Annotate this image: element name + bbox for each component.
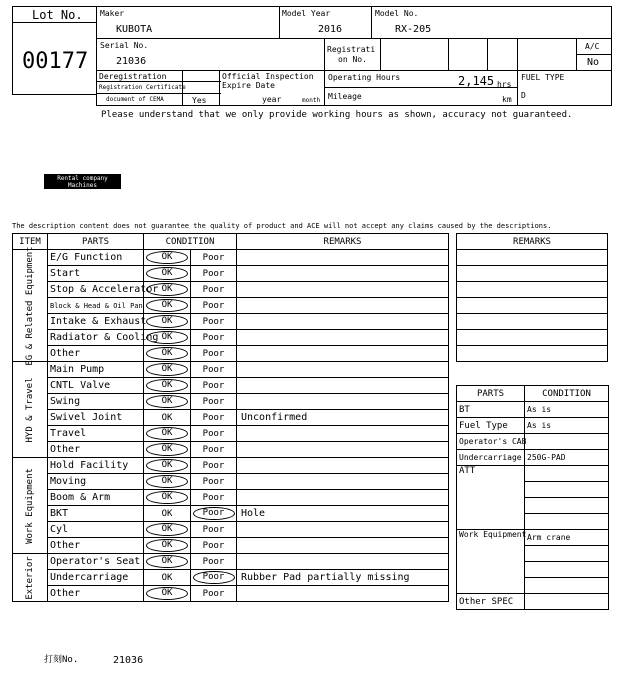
table-row	[13, 458, 449, 474]
serial-value: 21036	[116, 56, 147, 67]
spec-table	[456, 385, 609, 610]
ok-cell	[144, 554, 191, 570]
ok-label: OK	[146, 427, 188, 440]
ac-value: No	[587, 57, 600, 68]
part-name: Other	[48, 442, 144, 458]
item-group-0	[13, 245, 48, 366]
poor-cell	[191, 522, 237, 538]
part-name: Undercarriage	[48, 570, 144, 586]
part-name: Swing	[48, 394, 144, 410]
poor-label: Poor	[202, 540, 225, 551]
spec-row	[457, 434, 609, 450]
right-remarks-body	[457, 234, 608, 362]
spec-label: Operator's CAB	[457, 434, 525, 450]
table-row	[13, 378, 449, 394]
att-value	[525, 482, 609, 498]
table-row	[13, 538, 449, 554]
table-row	[13, 298, 449, 314]
poor-cell	[191, 346, 237, 362]
model-no-value: RX-205	[395, 24, 432, 35]
ok-label: OK	[146, 539, 188, 552]
part-name: Intake & Exhaust	[48, 314, 144, 330]
part-name: Swivel Joint	[48, 410, 144, 426]
remarks-cell	[457, 298, 608, 314]
remark-cell	[237, 282, 449, 298]
spec-row	[457, 450, 609, 466]
poor-cell	[191, 570, 237, 586]
remark-cell	[237, 362, 449, 378]
inspection-label-1: Official Inspection	[222, 72, 314, 81]
ok-label: OK	[146, 283, 188, 296]
remarks-cell	[457, 314, 608, 330]
part-name: Other	[48, 586, 144, 602]
remarks-row	[457, 266, 608, 282]
poor-cell	[191, 490, 237, 506]
remark-cell	[237, 298, 449, 314]
part-name: Other	[48, 346, 144, 362]
poor-label: Poor	[202, 268, 225, 279]
spec-parts-header: PARTS	[457, 386, 525, 402]
part-name: Main Pump	[48, 362, 144, 378]
ok-cell	[144, 586, 191, 602]
ok-cell	[144, 570, 191, 586]
remark-cell	[237, 346, 449, 362]
model-year-value: 2016	[318, 24, 343, 35]
ok-label: OK	[146, 331, 188, 344]
spec-label: Undercarriage	[457, 450, 525, 466]
remark-cell	[237, 250, 449, 266]
ok-label: OK	[146, 315, 188, 328]
registration-label-2: on No.	[338, 55, 367, 64]
month-label: month	[302, 97, 321, 104]
ac-label: A/C	[585, 42, 600, 51]
poor-cell	[191, 282, 237, 298]
remark-cell: Hole	[237, 506, 449, 522]
ok-cell	[144, 250, 191, 266]
remarks-header: REMARKS	[237, 234, 449, 250]
mileage-label: Mileage	[328, 92, 362, 101]
cema-label: document of CEMA	[106, 96, 164, 103]
ok-cell	[144, 314, 191, 330]
part-name: BKT	[48, 506, 144, 522]
condition-table	[12, 233, 449, 602]
fuel-type-label: FUEL TYPE	[521, 73, 565, 82]
lot-number: 00177	[22, 49, 89, 74]
poor-label: Poor	[202, 588, 225, 599]
table-row	[13, 266, 449, 282]
ok-cell	[144, 330, 191, 346]
remark-cell	[237, 554, 449, 570]
part-name: CNTL Valve	[48, 378, 144, 394]
ok-cell	[144, 474, 191, 490]
condition-table-body	[13, 234, 449, 602]
remarks-row	[457, 314, 608, 330]
table-row	[13, 330, 449, 346]
poor-cell	[191, 378, 237, 394]
remark-cell	[237, 474, 449, 490]
operating-hours-label: Operating Hours	[328, 73, 401, 82]
maker-label: Maker	[100, 9, 125, 18]
cema-value: Yes	[192, 96, 207, 105]
ok-cell	[144, 522, 191, 538]
part-name: Travel	[48, 426, 144, 442]
item-group-label: EG & Related Equipment	[25, 245, 35, 366]
right-remarks-table	[456, 233, 608, 362]
remarks-row	[457, 330, 608, 346]
poor-label: Poor	[202, 332, 225, 343]
spec-row	[457, 402, 609, 418]
remarks-row	[457, 298, 608, 314]
hrs-unit: hrs	[497, 80, 512, 89]
poor-label: Poor	[202, 412, 225, 423]
poor-label: Poor	[202, 380, 225, 391]
poor-label: Poor	[202, 524, 225, 535]
ok-label: OK	[146, 523, 188, 536]
spec-value: 250G-PAD	[525, 450, 609, 466]
spec-label: BT	[457, 402, 525, 418]
poor-cell	[191, 266, 237, 282]
remarks-cell	[457, 346, 608, 362]
poor-label: Poor	[193, 571, 235, 584]
serial-label: Serial No.	[100, 41, 149, 50]
table-row	[13, 410, 449, 426]
part-name: Moving	[48, 474, 144, 490]
ok-cell	[144, 362, 191, 378]
work-equipment-value: Arm crane	[525, 530, 609, 546]
disclaimer: The description content does not guarantee the quality of product and ACE will not accept any claims caused by the descriptions.	[12, 222, 552, 230]
table-row	[13, 474, 449, 490]
remark-cell	[237, 490, 449, 506]
ok-label: OK	[146, 475, 188, 488]
poor-label: Poor	[202, 316, 225, 327]
remark-cell: Unconfirmed	[237, 410, 449, 426]
att-label: ATT	[457, 466, 525, 530]
ok-label: OK	[161, 412, 173, 423]
part-name: E/G Function	[48, 250, 144, 266]
poor-cell	[191, 298, 237, 314]
stamp-label: 打刻No.	[44, 655, 79, 665]
ok-label: OK	[146, 555, 188, 568]
poor-label: Poor	[202, 556, 225, 567]
remark-cell	[237, 458, 449, 474]
table-row	[13, 554, 449, 570]
poor-label: Poor	[202, 284, 225, 295]
ok-cell	[144, 410, 191, 426]
poor-cell	[191, 410, 237, 426]
att-value	[525, 466, 609, 482]
lot-label: Lot No.	[32, 8, 83, 22]
poor-cell	[191, 538, 237, 554]
year-label: year	[262, 95, 282, 104]
remark-cell	[237, 586, 449, 602]
maker-value: KUBOTA	[116, 24, 153, 35]
remarks-row	[457, 346, 608, 362]
poor-label: Poor	[202, 444, 225, 455]
ok-label: OK	[146, 347, 188, 360]
right-remarks-header: REMARKS	[457, 234, 608, 250]
poor-cell	[191, 554, 237, 570]
remark-cell	[237, 394, 449, 410]
remark-cell	[237, 378, 449, 394]
ok-label: OK	[146, 379, 188, 392]
part-name: Block & Head & Oil Pan	[48, 298, 144, 314]
remarks-cell	[457, 250, 608, 266]
table-row	[13, 570, 449, 586]
spec-label: Fuel Type	[457, 418, 525, 434]
registration-label-1: Registrati	[327, 45, 376, 54]
poor-label: Poor	[202, 460, 225, 471]
ok-label: OK	[146, 395, 188, 408]
poor-cell	[191, 426, 237, 442]
poor-cell	[191, 474, 237, 490]
poor-label: Poor	[202, 396, 225, 407]
part-name: Start	[48, 266, 144, 282]
remark-cell	[237, 522, 449, 538]
poor-cell	[191, 458, 237, 474]
spec-value: As is	[525, 402, 609, 418]
parts-header: PARTS	[48, 234, 144, 250]
ok-cell	[144, 282, 191, 298]
ok-label: OK	[146, 587, 188, 600]
poor-cell	[191, 362, 237, 378]
ok-cell	[144, 378, 191, 394]
ok-cell	[144, 506, 191, 522]
part-name: Hold Facility	[48, 458, 144, 474]
stamp-value: 21036	[113, 655, 144, 666]
remark-cell: Rubber Pad partially missing	[237, 570, 449, 586]
item-group-label: Exterior	[25, 555, 35, 600]
item-group-1	[13, 362, 48, 458]
work-equipment-label: Work Equipment	[457, 530, 525, 594]
part-name: Radiator & Cooling	[48, 330, 144, 346]
work-equipment-extra	[525, 546, 609, 562]
badge-line-1: Rental company	[57, 175, 108, 182]
poor-cell	[191, 394, 237, 410]
poor-label: Poor	[202, 252, 225, 263]
att-value	[525, 514, 609, 530]
remarks-cell	[457, 266, 608, 282]
working-hours-notice: Please understand that we only provide working hours as shown, accuracy not guaranteed.	[101, 110, 573, 120]
poor-cell	[191, 442, 237, 458]
spec-row	[457, 418, 609, 434]
ok-label: OK	[146, 267, 188, 280]
remarks-cell	[457, 330, 608, 346]
ok-label: OK	[146, 491, 188, 504]
part-name: Stop & Accelerator	[48, 282, 144, 298]
remarks-cell	[457, 282, 608, 298]
registration-cert-label: Registration Certificate	[99, 84, 186, 91]
work-equipment-extra	[525, 578, 609, 594]
ok-label: OK	[146, 299, 188, 312]
poor-cell	[191, 330, 237, 346]
poor-cell	[191, 314, 237, 330]
table-row	[13, 506, 449, 522]
other-spec-row	[457, 594, 609, 610]
att-value	[525, 498, 609, 514]
poor-label: Poor	[202, 492, 225, 503]
remarks-row	[457, 250, 608, 266]
table-row	[13, 442, 449, 458]
poor-label: Poor	[202, 300, 225, 311]
ok-cell	[144, 426, 191, 442]
item-group-3	[13, 554, 48, 602]
ok-cell	[144, 266, 191, 282]
rental-company-badge	[44, 174, 121, 189]
spec-condition-header: CONDITION	[525, 386, 609, 402]
table-row	[13, 314, 449, 330]
table-row	[13, 282, 449, 298]
ok-label: OK	[146, 459, 188, 472]
ok-label: OK	[146, 251, 188, 264]
part-name: Cyl	[48, 522, 144, 538]
ok-label: OK	[161, 508, 173, 519]
ok-cell	[144, 394, 191, 410]
table-row	[13, 522, 449, 538]
remark-cell	[237, 314, 449, 330]
remark-cell	[237, 442, 449, 458]
table-row	[13, 426, 449, 442]
poor-cell	[191, 506, 237, 522]
item-group-label: Work Equipment	[25, 467, 35, 544]
work-equipment-row	[457, 530, 609, 546]
item-group-2	[13, 458, 48, 554]
deregistration-label: Deregistration	[99, 72, 167, 81]
part-name: Operator's Seat	[48, 554, 144, 570]
poor-label: Poor	[202, 476, 225, 487]
other-spec-value	[525, 594, 609, 610]
part-name: Boom & Arm	[48, 490, 144, 506]
operating-hours-value: 2,145	[458, 74, 495, 88]
ok-cell	[144, 490, 191, 506]
item-group-label: HYD & Travel	[25, 376, 35, 443]
ok-label: OK	[161, 572, 173, 583]
remark-cell	[237, 538, 449, 554]
ok-cell	[144, 298, 191, 314]
fuel-type-value: D	[521, 91, 526, 100]
poor-label: Poor	[202, 364, 225, 375]
poor-cell	[191, 250, 237, 266]
ok-label: OK	[146, 443, 188, 456]
part-name: Other	[48, 538, 144, 554]
table-row	[13, 394, 449, 410]
table-row	[13, 586, 449, 602]
spec-table-body	[457, 386, 609, 610]
badge-line-2: Machines	[68, 182, 97, 189]
ok-cell	[144, 458, 191, 474]
km-unit: km	[502, 95, 512, 104]
poor-label: Poor	[193, 507, 235, 520]
ok-cell	[144, 442, 191, 458]
remark-cell	[237, 330, 449, 346]
ok-cell	[144, 538, 191, 554]
ok-cell	[144, 346, 191, 362]
remark-cell	[237, 426, 449, 442]
model-no-label: Model No.	[375, 9, 419, 18]
work-equipment-extra	[525, 562, 609, 578]
table-row	[13, 250, 449, 266]
item-header: ITEM	[13, 234, 48, 250]
inspection-label-2: Expire Date	[222, 81, 275, 90]
poor-cell	[191, 586, 237, 602]
att-row	[457, 466, 609, 482]
ok-label: OK	[146, 363, 188, 376]
poor-label: Poor	[202, 428, 225, 439]
remarks-row	[457, 282, 608, 298]
other-spec-label: Other SPEC	[457, 594, 525, 610]
poor-label: Poor	[202, 348, 225, 359]
table-row	[13, 490, 449, 506]
condition-header: CONDITION	[144, 234, 237, 250]
remark-cell	[237, 266, 449, 282]
spec-value: As is	[525, 418, 609, 434]
model-year-label: Model Year	[282, 9, 331, 18]
table-row	[13, 346, 449, 362]
table-row	[13, 362, 449, 378]
spec-value	[525, 434, 609, 450]
